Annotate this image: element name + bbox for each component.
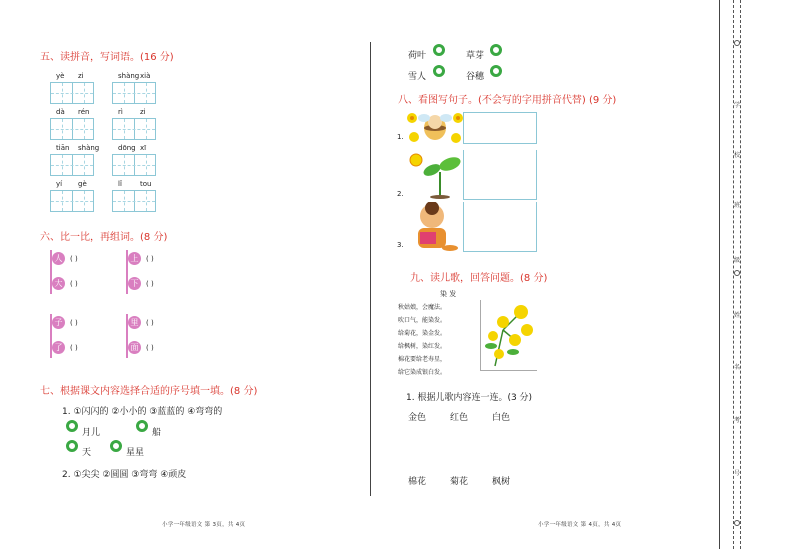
- item-number: 2.: [397, 190, 404, 198]
- section9-title: 九、读儿歌，回答问题。(8 分): [410, 273, 548, 284]
- sun-sprout-icon: [404, 150, 464, 200]
- grid-guide: [51, 201, 93, 202]
- margin-char: 号: [734, 470, 741, 477]
- chrysanthemum-icon: [481, 300, 537, 370]
- writing-grid[interactable]: [112, 82, 156, 104]
- chrysanthemum-picture: [480, 300, 537, 371]
- grid-guide: [124, 191, 125, 211]
- margin-char: 级: [734, 257, 741, 264]
- page-divider: [370, 42, 371, 496]
- section7-title: 七、根据课文内容选择合适的序号填一填。(8 分): [40, 386, 258, 397]
- flower-blank-icon: [110, 440, 122, 452]
- answer-box-3[interactable]: [463, 202, 537, 252]
- plant-maple[interactable]: 枫树: [492, 477, 511, 487]
- grid-guide: [113, 129, 155, 130]
- answer-box-2[interactable]: [463, 150, 537, 200]
- char-circle: 人: [52, 252, 65, 265]
- poem-line: 棉花要给老寿星，: [398, 356, 447, 363]
- margin-label-7: [734, 415, 740, 424]
- pinyin-text: dà: [56, 108, 65, 116]
- poem-line: 给菊花，染金发。: [398, 330, 447, 337]
- flower-blank-icon: [66, 440, 78, 452]
- binding-hole: [734, 270, 740, 276]
- pinyin-text: xià: [140, 72, 151, 80]
- cut-line: [740, 0, 741, 549]
- flower-blank-icon: [136, 420, 148, 432]
- poem-line: 秋姑娘，会魔法。: [398, 304, 447, 311]
- grid-guide: [146, 155, 147, 175]
- writing-grid[interactable]: [50, 118, 94, 140]
- char-circle: 了: [52, 341, 65, 354]
- margin-char: 姓: [734, 312, 741, 319]
- color-gold[interactable]: 金色: [408, 413, 427, 423]
- margin-char: 校: [734, 152, 741, 159]
- flower-blank-icon: [490, 65, 502, 77]
- char-circle: 面: [128, 341, 141, 354]
- margin-label-3: [734, 200, 740, 209]
- writing-grid[interactable]: [112, 118, 156, 140]
- blank: ( ): [70, 319, 78, 327]
- pinyin-text: xī: [140, 144, 147, 152]
- pinyin-text: zi: [140, 108, 146, 116]
- grid-guide: [146, 83, 147, 103]
- sprout-picture: [404, 150, 464, 200]
- margin-char: 学: [734, 102, 741, 109]
- pinyin-text: tou: [140, 180, 152, 188]
- footer-left: 小学一年级语文 第 3页，共 4页: [162, 522, 246, 528]
- flower-blank-icon: [433, 44, 445, 56]
- plant-chrysanthemum[interactable]: 菊花: [450, 477, 469, 487]
- fill-text: 天: [82, 448, 92, 458]
- section5-title: 五、读拼音，写词语。(16 分): [40, 52, 174, 63]
- flower-blank-icon: [433, 65, 445, 77]
- poem-line: 给枫树，染红发。: [398, 343, 447, 350]
- blank: ( ): [146, 255, 154, 263]
- grid-guide: [124, 119, 125, 139]
- grid-guide: [84, 191, 85, 211]
- writing-grid[interactable]: [112, 154, 156, 176]
- word-grass-bud: 草芽: [466, 51, 485, 61]
- answer-box-1[interactable]: [463, 112, 537, 144]
- binding-hole: [734, 520, 740, 526]
- pinyin-text: gè: [78, 180, 87, 188]
- margin-char: 名: [734, 364, 741, 371]
- writing-grid[interactable]: [50, 82, 94, 104]
- pinyin-text: yí: [56, 180, 63, 188]
- poem-body: [398, 301, 446, 379]
- grid-guide: [84, 83, 85, 103]
- grid-guide: [146, 119, 147, 139]
- word-snowman: 雪人: [408, 72, 427, 82]
- pinyin-text: rì: [118, 108, 123, 116]
- blank: ( ): [70, 344, 78, 352]
- grid-guide: [62, 155, 63, 175]
- margin-char: 考: [734, 417, 741, 424]
- margin-line: [719, 0, 720, 549]
- bee-flower-icon: [404, 110, 466, 144]
- grid-guide: [84, 119, 85, 139]
- pinyin-text: zi: [78, 72, 84, 80]
- flower-blank-icon: [66, 420, 78, 432]
- grid-guide: [113, 165, 155, 166]
- grid-guide: [84, 155, 85, 175]
- section6-title: 六、比一比，再组词。(8 分): [40, 232, 168, 243]
- writing-grid[interactable]: [112, 190, 156, 212]
- blank: ( ): [146, 344, 154, 352]
- reading-picture: [404, 202, 462, 252]
- grid-guide: [62, 119, 63, 139]
- q7-2-options: 2. ①尖尖 ②圆圆 ③弯弯 ④顽皮: [62, 470, 187, 480]
- pinyin-text: rén: [78, 108, 90, 116]
- poem-line: 吹口气，能染发。: [398, 317, 447, 324]
- pinyin-text: tiān: [56, 144, 70, 152]
- margin-label-5: [734, 310, 740, 319]
- char-circle: 大: [52, 277, 65, 290]
- blank: ( ): [146, 280, 154, 288]
- margin-label-4: [734, 255, 740, 264]
- grid-guide: [146, 191, 147, 211]
- flower-blank-icon: [490, 44, 502, 56]
- grid-guide: [113, 201, 155, 202]
- poem-title: 染 发: [440, 290, 457, 298]
- char-circle: 下: [128, 277, 141, 290]
- color-red[interactable]: 红色: [450, 413, 469, 423]
- grid-guide: [113, 93, 155, 94]
- plant-cotton[interactable]: 棉花: [408, 477, 427, 487]
- char-circle: 上: [128, 252, 141, 265]
- char-circle: 子: [52, 316, 65, 329]
- margin-label-1: [734, 100, 740, 109]
- pinyin-text: yè: [56, 72, 65, 80]
- item-number: 3.: [397, 241, 404, 249]
- footer-right: 小学一年级语文 第 4页，共 4页: [538, 522, 622, 528]
- blank: ( ): [70, 280, 78, 288]
- fill-text: 星星: [126, 448, 145, 458]
- margin-label-2: [734, 150, 740, 159]
- writing-grid[interactable]: [50, 154, 94, 176]
- grid-guide: [124, 155, 125, 175]
- fill-text: 月儿: [82, 428, 101, 438]
- grid-guide: [51, 165, 93, 166]
- fill-text: 船: [152, 428, 162, 438]
- section8-title: 八、看图写句子。(不会写的字用拼音代替) (9 分): [398, 95, 617, 106]
- word-grain-ear: 谷穗: [466, 72, 485, 82]
- child-reading-icon: [404, 202, 462, 252]
- blank: ( ): [146, 319, 154, 327]
- pinyin-text: shàng: [78, 144, 100, 152]
- char-circle: 里: [128, 316, 141, 329]
- bee-picture: [404, 110, 466, 144]
- grid-guide: [62, 191, 63, 211]
- grid-guide: [124, 83, 125, 103]
- margin-label-8: [734, 468, 740, 477]
- color-white[interactable]: 白色: [492, 413, 511, 423]
- pinyin-text: dōng: [118, 144, 136, 152]
- binding-hole: [734, 40, 740, 46]
- pinyin-text: lǐ: [118, 180, 122, 188]
- word-lotus-leaf: 荷叶: [408, 51, 427, 61]
- margin-label-6: [734, 362, 740, 371]
- item-number: 1.: [397, 133, 404, 141]
- blank: ( ): [70, 255, 78, 263]
- margin-char: 班: [734, 202, 741, 209]
- q9-1: 1. 根据儿歌内容连一连。(3 分): [406, 393, 533, 403]
- q7-1-options: 1. ①闪闪的 ②小小的 ③蓝蓝的 ④弯弯的: [62, 407, 223, 417]
- poem-line: 给它染成银白发。: [398, 369, 447, 376]
- grid-guide: [51, 93, 93, 94]
- writing-grid[interactable]: [50, 190, 94, 212]
- pinyin-text: shàng: [118, 72, 140, 80]
- grid-guide: [51, 129, 93, 130]
- grid-guide: [62, 83, 63, 103]
